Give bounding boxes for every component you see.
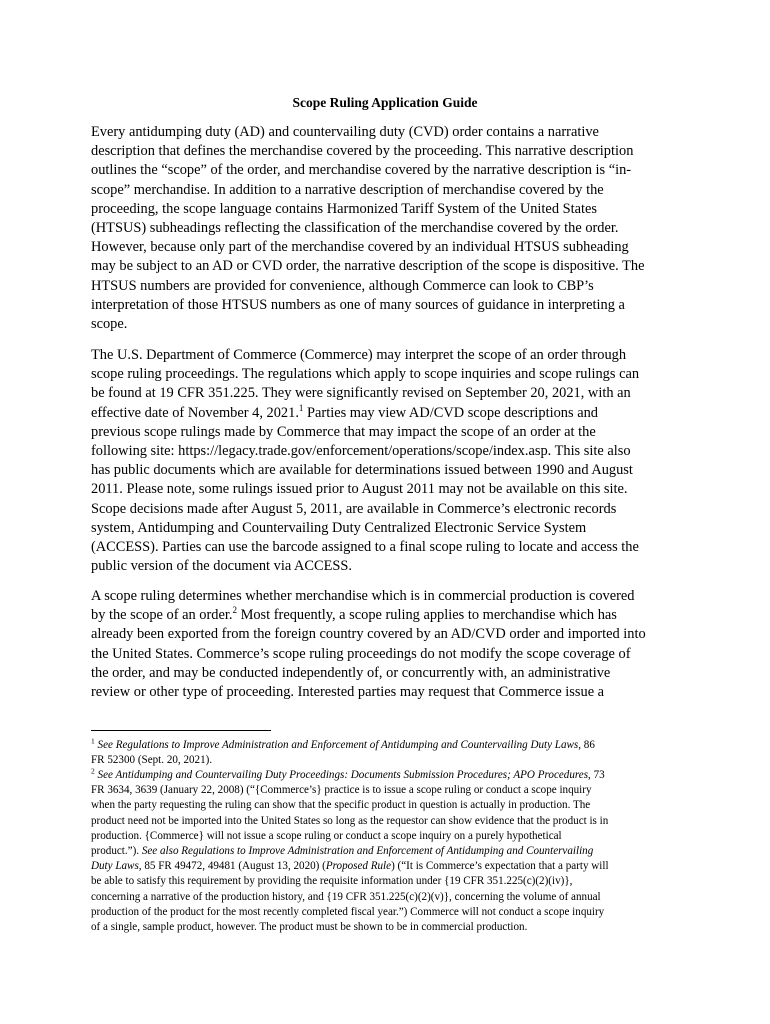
footnote-2 xyxy=(91,768,691,935)
text-segment: , 85 FR 49472, 49481 (August 13, 2020) ( xyxy=(138,860,326,873)
text-line: public version of the document via ACCESS. xyxy=(91,558,353,575)
text-line: system, Antidumping and Countervailing Duty Centralized Electronic Service System xyxy=(91,519,587,536)
text-line: concerning a narrative of the production history, and {19 CFR 351.225(c)(2)(v)}, concerning the volume of annual xyxy=(91,890,601,903)
citation-title: Proposed Rule xyxy=(325,860,392,873)
paragraph-scope-ruling xyxy=(91,587,691,702)
text-segment: , 73 xyxy=(588,769,605,781)
text-line xyxy=(91,859,691,874)
text-line: Every antidumping duty (AD) and countervailing duty (CVD) order contains a narrative xyxy=(91,124,599,140)
text-line: may be subject to an AD or CVD order, the narrative description of the scope is dispositive. The xyxy=(91,258,645,275)
text-line: scope” merchandise. In addition to a narrative description of merchandise covered by the xyxy=(91,181,604,198)
text-line: the United States. Commerce’s scope ruling proceedings do not modify the scope coverage of xyxy=(91,645,631,662)
text-line: outlines the “scope” of the order, and merchandise covered by the narrative description is “in- xyxy=(91,162,632,179)
text-line: review or other type of proceeding. Interested parties may request that Commerce issue a xyxy=(91,684,605,701)
text-line: production of the product for the most recently completed fiscal year.”) Commerce will not conduct a scope inquiry xyxy=(91,905,605,918)
text-segment: by the scope of an order. xyxy=(91,607,233,624)
footnote-mark: 1 xyxy=(91,736,95,746)
text-line: 2011. Please note, some rulings issued prior to August 2011 may not be available on this site. xyxy=(91,481,628,498)
text-line: Scope decisions made after August 5, 2011, are available in Commerce’s electronic records xyxy=(91,500,617,517)
text-line xyxy=(91,768,691,783)
text-line xyxy=(91,844,691,859)
text-line: FR 52300 (Sept. 20, 2021). xyxy=(91,754,213,767)
text-line: FR 3634, 3639 (January 22, 2008) (“{Commerce’s} practice is to issue a scope ruling or conduct a scope inquiry xyxy=(91,784,592,797)
text-line: the order, and may be conducted independently of, or concurrently with, an administrative xyxy=(91,664,611,681)
text-segment: effective date of November 4, 2021. xyxy=(91,404,299,421)
text-line: when the party requesting the ruling can show that the specific product in question is actually in production. The xyxy=(91,799,591,812)
text-line: However, because only part of the merchandise covered by an individual HTSUS subheading xyxy=(91,239,629,256)
text-line xyxy=(91,606,691,625)
text-line: interpretation of those HTSUS numbers as one of many sources of guidance in interpreting a xyxy=(91,296,625,313)
footnote-1 xyxy=(91,738,691,768)
text-segment: Most frequently, a scope ruling applies to merchandise which has xyxy=(236,607,617,624)
text-line: already been exported from the foreign country covered by an AD/CVD order and imported into xyxy=(91,626,646,643)
footnote-ref-2[interactable]: 2 xyxy=(232,605,237,616)
page-title: Scope Ruling Application Guide xyxy=(292,95,478,110)
text-line: HTSUS numbers are provided for convenience, although Commerce can look to CBP’s xyxy=(91,277,594,294)
text-segment: ) (“It is Commerce’s expectation that a party will xyxy=(391,860,609,873)
paragraph-scope-overview xyxy=(91,123,691,334)
text-line: previous scope rulings made by Commerce that may impact the scope of an order at the xyxy=(91,423,596,440)
text-line xyxy=(91,738,691,753)
text-line: following site: https://legacy.trade.gov/enforcement/operations/scope/index.asp. This site also xyxy=(91,443,631,460)
text-line: A scope ruling determines whether merchandise which is in commercial production is covered xyxy=(91,588,635,604)
footnote-mark: 2 xyxy=(91,766,95,776)
text-line: be found at 19 CFR 351.225. They were significantly revised on September 20, 2021, with an xyxy=(91,385,631,402)
text-segment: , 86 xyxy=(578,739,595,751)
text-line: description that defines the merchandise covered by the proceeding. This narrative description xyxy=(91,143,634,160)
text-segment: product.”). xyxy=(91,845,142,858)
citation-title: See also Regulations to Improve Administration and Enforcement of Antidumping and Countervailing xyxy=(141,845,594,858)
text-line: be able to satisfy this requirement by providing the requisite information under {19 CFR 351.225(c)(2)(iv)}, xyxy=(91,875,573,888)
text-line: product need not be imported into the United States so long as the requestor can show evidence that the product is in xyxy=(91,814,609,827)
text-line: (HTSUS) subheadings reflecting the classification of the merchandise covered by the order. xyxy=(91,220,619,237)
footnote-separator xyxy=(91,730,271,731)
text-line: scope ruling proceedings. The regulations which apply to scope inquiries and scope rulings can xyxy=(91,366,640,383)
paragraph-commerce-interpretation xyxy=(91,346,691,576)
citation-title: Duty Laws xyxy=(91,860,139,873)
text-line: production. {Commerce} will not issue a scope ruling or conduct a scope inquiry on a purely hypothetical xyxy=(91,829,562,842)
text-line: of a single, sample product, however. The product must be shown to be in commercial production. xyxy=(91,921,528,934)
citation-title: See Antidumping and Countervailing Duty Proceedings: Documents Submission Procedures; APO Procedures xyxy=(94,769,589,781)
text-line: has public documents which are available for determinations issued between 1990 and August xyxy=(91,462,633,479)
text-line xyxy=(91,404,691,423)
text-line: scope. xyxy=(91,316,128,333)
text-line: The U.S. Department of Commerce (Commerce) may interpret the scope of an order through xyxy=(91,347,627,363)
text-line: (ACCESS). Parties can use the barcode assigned to a final scope ruling to locate and access the xyxy=(91,539,639,556)
citation-title: See Regulations to Improve Administration and Enforcement of Antidumping and Countervailing Duty Laws xyxy=(94,739,579,751)
footnote-ref-1[interactable]: 1 xyxy=(298,402,304,413)
text-segment: Parties may view AD/CVD scope descriptions and xyxy=(303,404,598,421)
text-line: proceeding, the scope language contains Harmonized Tariff System of the United States xyxy=(91,200,597,217)
